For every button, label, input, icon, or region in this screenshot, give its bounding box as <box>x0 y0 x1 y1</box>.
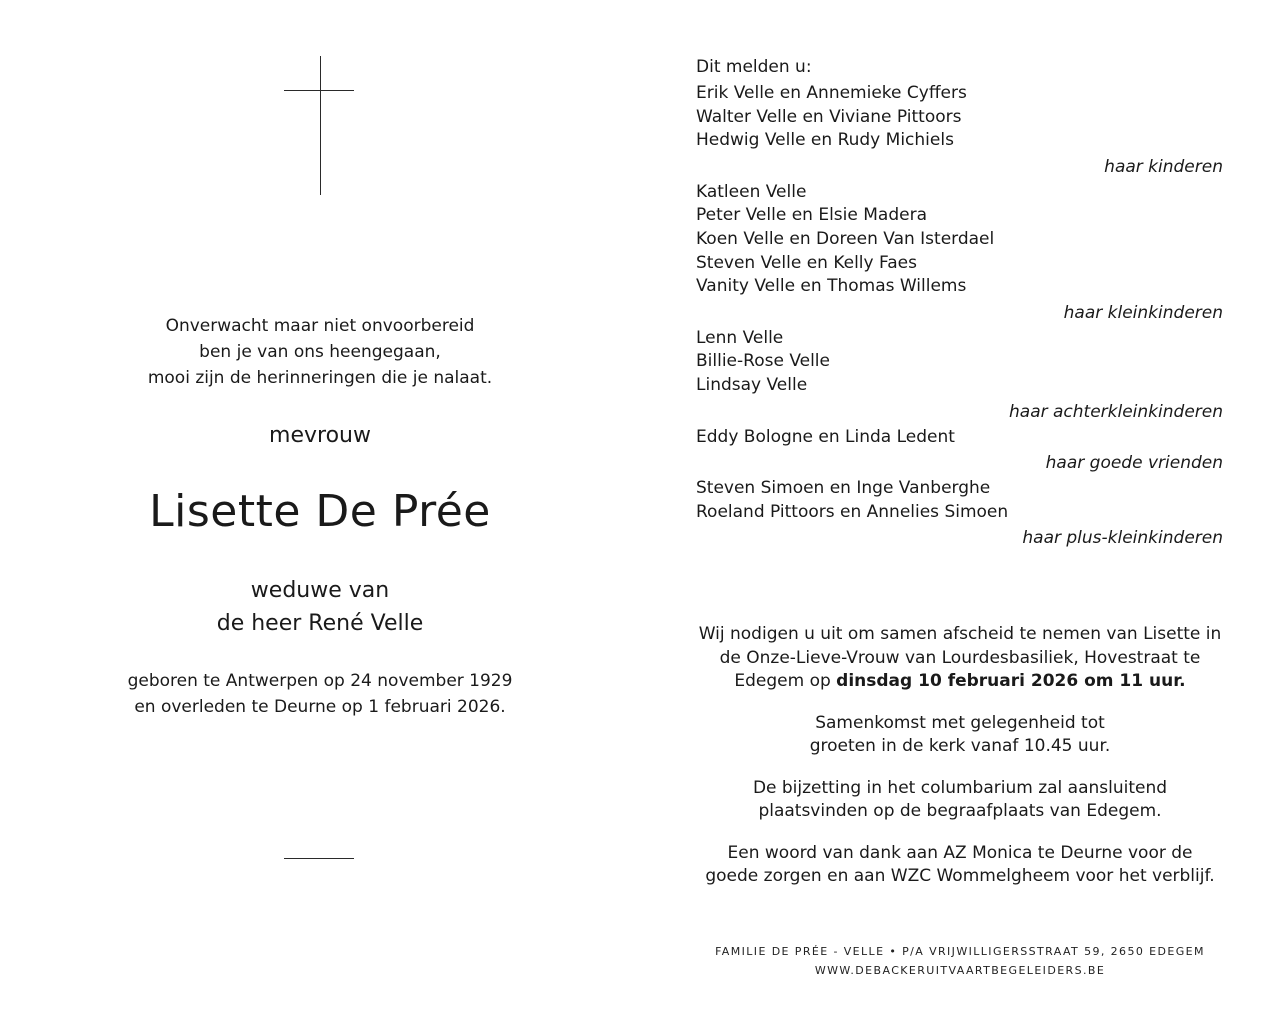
family-name: Peter Velle en Elsie Madera <box>696 205 927 226</box>
memorial-poem <box>20 313 620 391</box>
funeral-invitation <box>680 623 1240 907</box>
widow-line: weduwe van <box>250 578 390 603</box>
relation-label: haar goede vrienden <box>1045 453 1223 474</box>
family-name: Steven Simoen en Inge Vanberghe <box>696 478 991 499</box>
relation-label: haar plus-kleinkinderen <box>1022 528 1223 549</box>
family-name: Katleen Velle <box>696 181 807 202</box>
family-name: Erik Velle en Annemieke Cyffers <box>696 83 967 103</box>
group-children <box>696 82 1223 181</box>
invitation-line: Edegem op <box>734 671 837 691</box>
widow-line: de heer René Velle <box>216 611 424 636</box>
ceremony-datetime: dinsdag 10 februari 2026 om 11 uur. <box>836 671 1186 691</box>
group-great-grandchildren <box>696 327 1223 426</box>
family-list <box>696 55 1223 552</box>
family-name: Eddy Bologne en Linda Ledent <box>696 426 955 447</box>
honorific: mevrouw <box>269 423 371 448</box>
family-name: Koen Velle en Doreen Van Isterdael <box>696 228 995 249</box>
burial-line: De bijzetting in het columbarium zal aansluitend <box>752 777 1168 798</box>
family-address: FAMILIE DE PRÉE - VELLE • P/A VRIJWILLIGERSSTRAAT 59, 2650 EDEGEM <box>715 945 1205 958</box>
invitation-line: de Onze-Lieve-Vrouw van Lourdesbasiliek, Hovestraat te <box>719 647 1201 668</box>
invitation-paragraph <box>680 623 1240 694</box>
group-friends <box>696 426 1223 478</box>
divider <box>284 858 354 859</box>
poem-line: mooi zijn de herinneringen die je nalaat. <box>147 368 493 388</box>
family-name: Hedwig Velle en Rudy Michiels <box>696 130 954 151</box>
gathering-line: groeten in de kerk vanaf 10.45 uur. <box>809 736 1111 756</box>
deceased-name: Lisette De Prée <box>149 486 491 537</box>
cross-icon-bar <box>284 90 354 91</box>
cross-icon <box>320 56 321 195</box>
thanks-paragraph <box>680 842 1240 889</box>
poem-line: ben je van ons heengegaan, <box>199 342 441 362</box>
group-grandchildren <box>696 181 1223 327</box>
invitation-line: Wij nodigen u uit om samen afscheid te nemen van Lisette in <box>698 624 1222 644</box>
thanks-line: Een woord van dank aan AZ Monica te Deurne voor de <box>727 842 1193 863</box>
death-line: en overleden te Deurne op 1 februari 2026. <box>134 697 506 717</box>
widow-of <box>20 574 620 640</box>
poem-line: Onverwacht maar niet onvoorbereid <box>165 316 475 336</box>
card-footer <box>680 942 1240 980</box>
birth-line: geboren te Antwerpen op 24 november 1929 <box>127 671 513 691</box>
life-dates <box>20 668 620 720</box>
funeral-home-website: WWW.DEBACKERUITVAARTBEGELEIDERS.BE <box>814 964 1106 977</box>
gathering-line: Samenkomst met gelegenheid tot <box>815 712 1105 733</box>
family-name: Steven Velle en Kelly Faes <box>696 252 917 273</box>
relation-label: haar achterkleinkinderen <box>1009 401 1223 422</box>
family-name: Walter Velle en Viviane Pittoors <box>696 106 962 127</box>
family-name: Lindsay Velle <box>696 374 808 395</box>
relation-label: haar kleinkinderen <box>1063 302 1223 323</box>
family-name: Lenn Velle <box>696 327 784 348</box>
burial-paragraph <box>680 777 1240 824</box>
thanks-line: goede zorgen en aan WZC Wommelgheem voor het verblijf. <box>705 866 1215 886</box>
right-panel <box>640 0 1280 1030</box>
family-name: Vanity Velle en Thomas Willems <box>696 276 967 297</box>
family-name: Roeland Pittoors en Annelies Simoen <box>696 501 1009 522</box>
burial-line: plaatsvinden op de begraafplaats van Edegem. <box>758 801 1162 821</box>
relation-label: haar kinderen <box>1104 156 1223 177</box>
gathering-paragraph <box>680 712 1240 759</box>
family-name: Billie-Rose Velle <box>696 351 830 372</box>
group-plus-grandchildren <box>696 477 1223 552</box>
intro-text: Dit melden u: <box>696 57 812 77</box>
